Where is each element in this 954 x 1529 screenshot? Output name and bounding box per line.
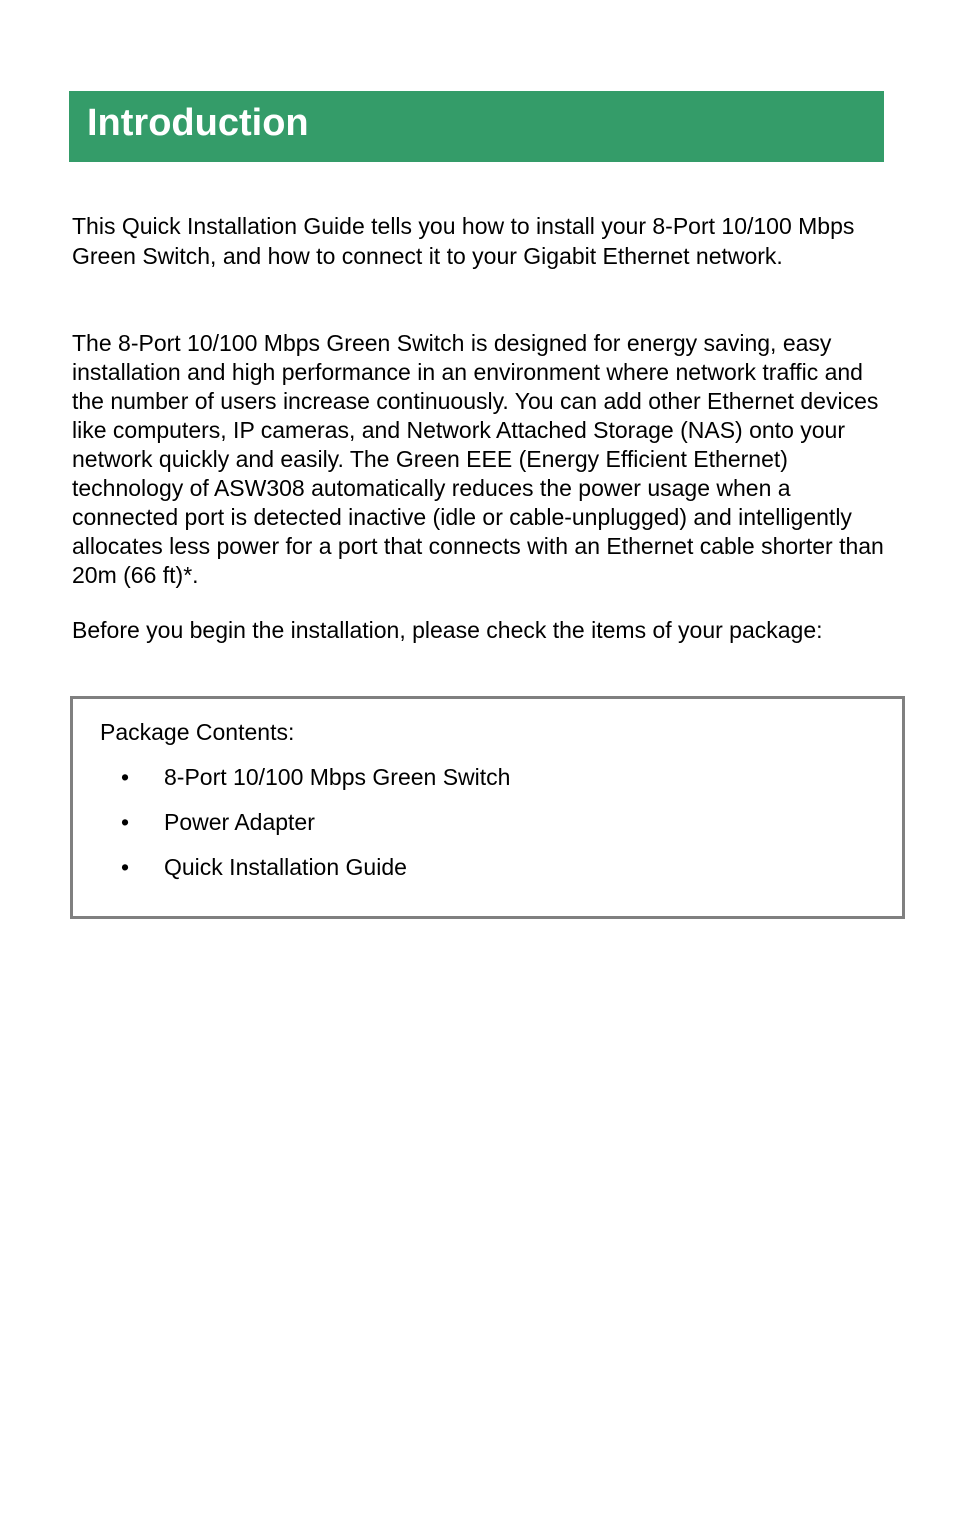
intro-paragraph-1: This Quick Installation Guide tells you how to install your 8-Port 10/100 Mbps Green Switch, and how to connect it to your Gigabit Ethernet network.: [72, 213, 855, 269]
bullet-icon: •: [120, 854, 130, 880]
list-item-text: Power Adapter: [164, 809, 315, 835]
package-contents-box: [70, 696, 905, 919]
bullet-icon: •: [120, 809, 130, 835]
intro-paragraph-2: The 8-Port 10/100 Mbps Green Switch is designed for energy saving, easy installation and high performance in an environment where network traffic and the number of users increase continuously. You can add other Ethernet devices like computers, IP cameras, and Network Attached Storage (NAS) onto your network quickly and easily. The Green EEE (Energy Efficient Ethernet) technology of ASW308 automatically reduces the power usage when a connected port is detected inactive (idle or cable-unplugged) and intelligently allocates less power for a port that connects with an Ethernet cable shorter than 20m (66 ft)*.: [72, 330, 884, 588]
section-header-bar: [69, 91, 884, 162]
list-item-text: 8-Port 10/100 Mbps Green Switch: [164, 764, 511, 790]
section-title: Introduction: [87, 102, 309, 144]
bullet-icon: •: [120, 764, 130, 790]
intro-paragraph-3: Before you begin the installation, please check the items of your package:: [72, 617, 823, 643]
package-contents-title: Package Contents:: [100, 719, 295, 745]
list-item-text: Quick Installation Guide: [164, 854, 407, 880]
